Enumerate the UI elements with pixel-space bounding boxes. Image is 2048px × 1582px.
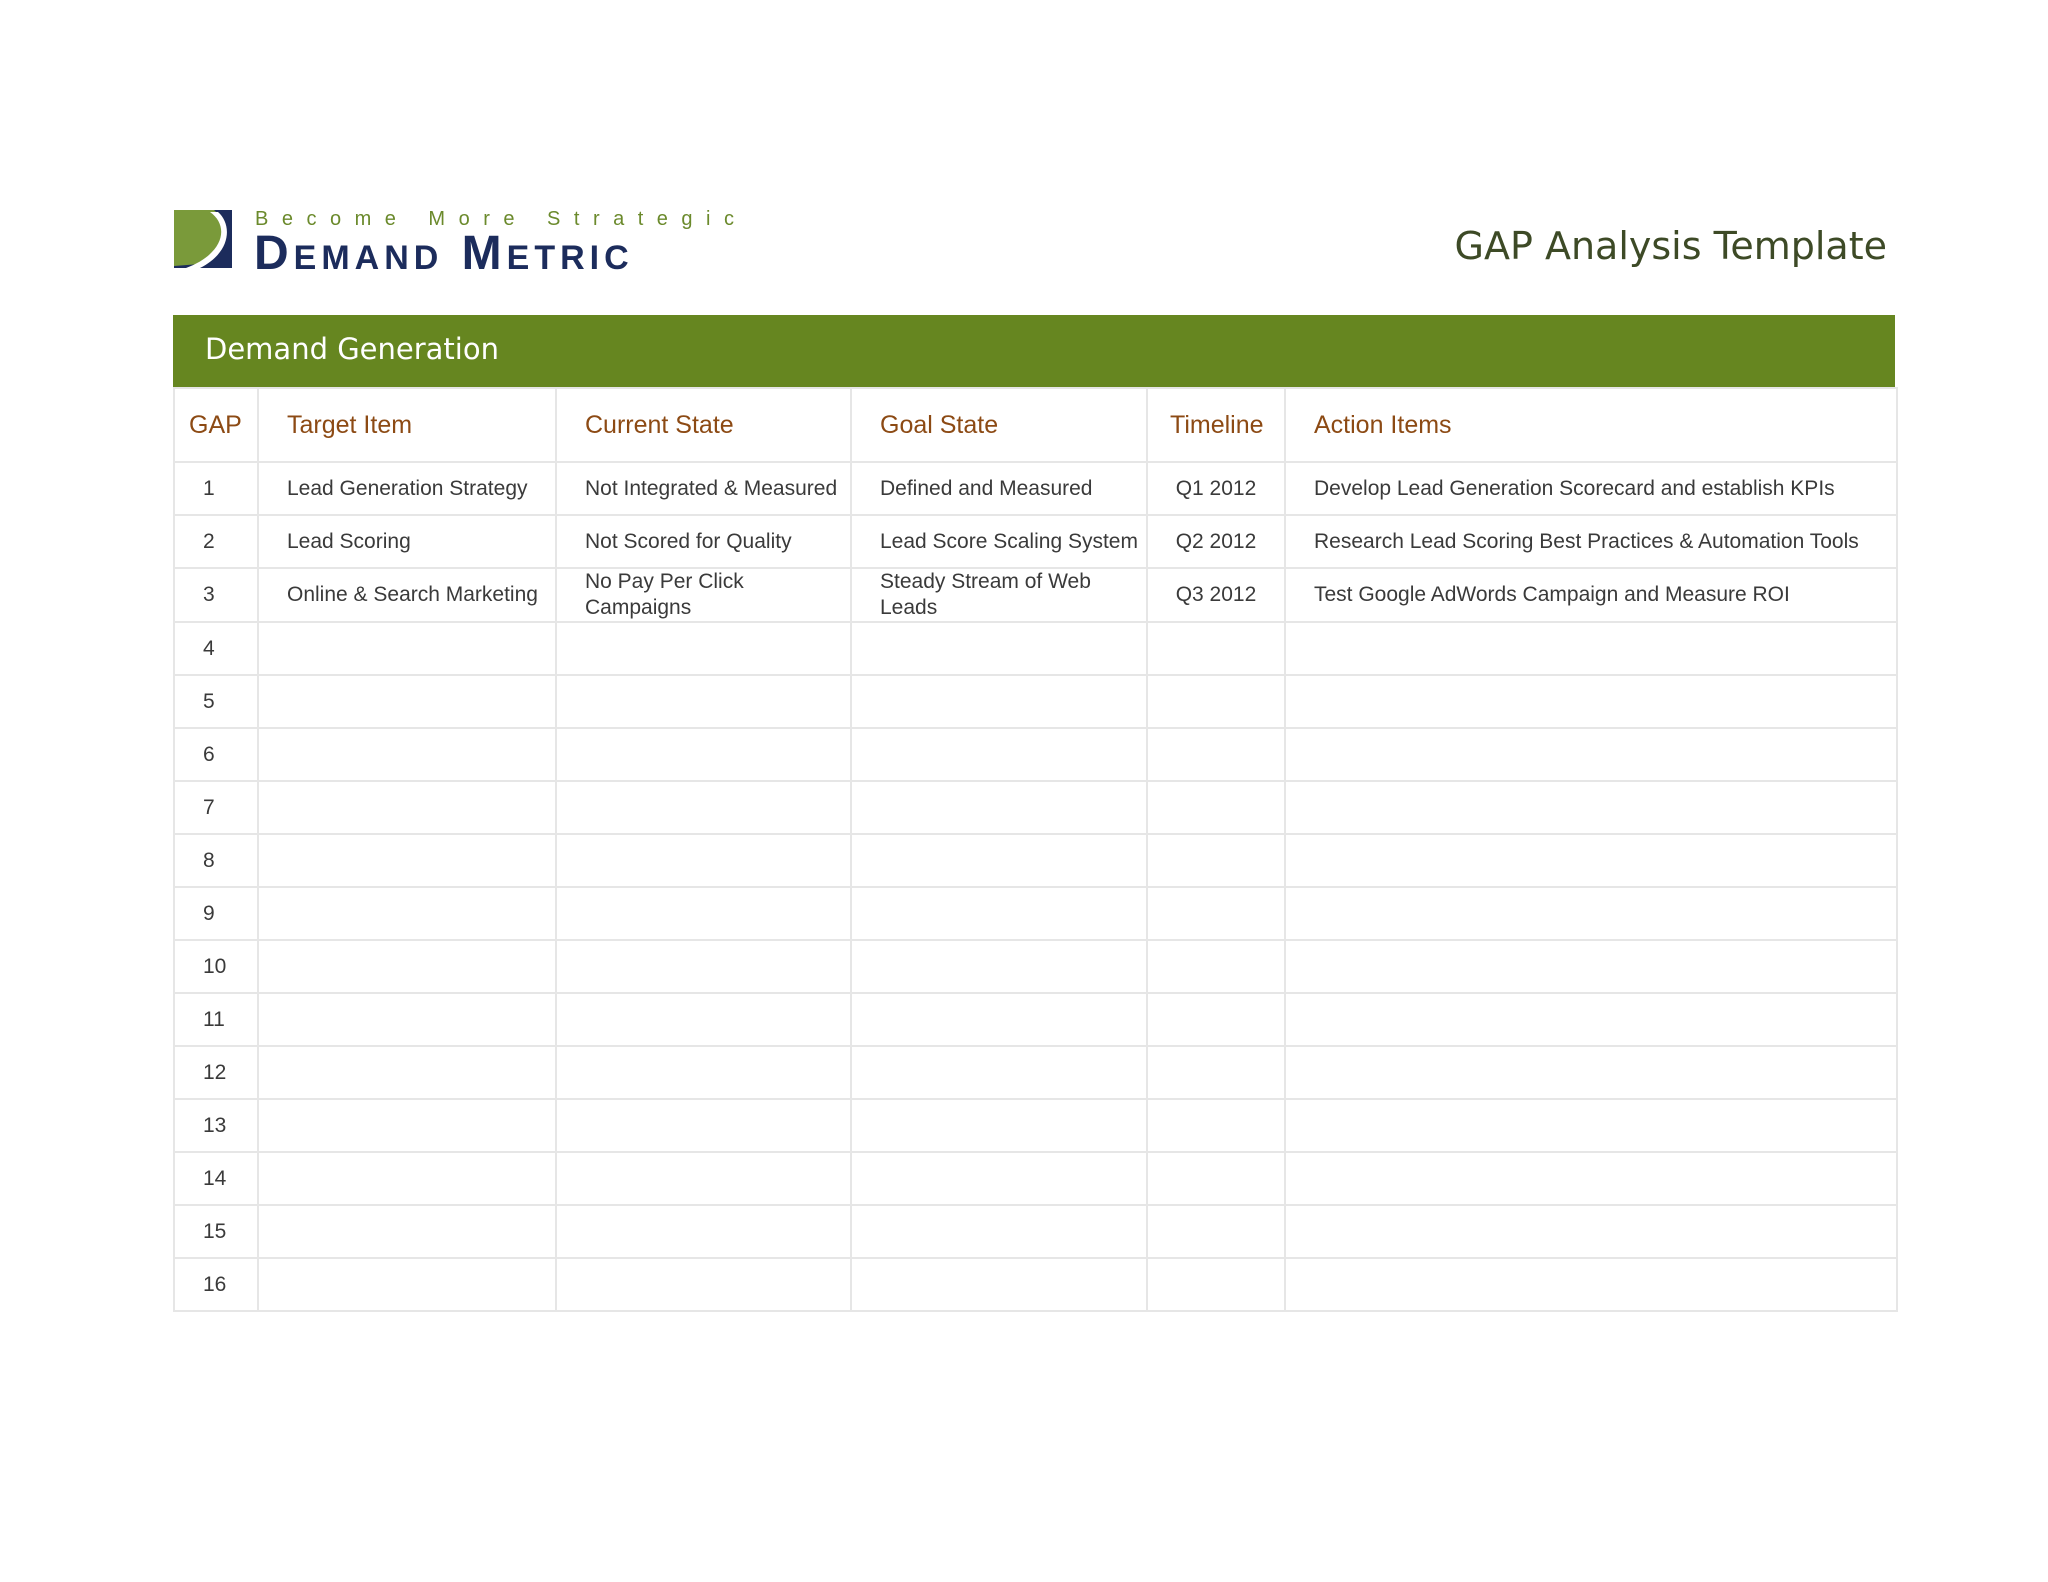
timeline-cell[interactable]: Q2 2012 <box>1147 515 1285 568</box>
timeline-cell[interactable] <box>1147 834 1285 887</box>
timeline-cell[interactable]: Q3 2012 <box>1147 568 1285 622</box>
current-state-cell[interactable]: Not Scored for Quality <box>556 515 851 568</box>
goal-state-cell[interactable] <box>851 1205 1147 1258</box>
action-items-cell[interactable] <box>1285 781 1897 834</box>
current-state-cell[interactable] <box>556 1258 851 1311</box>
column-header-goal-state: Goal State <box>851 388 1147 462</box>
target-item-cell[interactable]: Lead Scoring <box>258 515 556 568</box>
target-item-cell[interactable] <box>258 1258 556 1311</box>
goal-state-cell[interactable] <box>851 1099 1147 1152</box>
current-state-cell[interactable] <box>556 993 851 1046</box>
gap-number-cell[interactable]: 16 <box>174 1258 258 1311</box>
goal-state-cell[interactable]: Defined and Measured <box>851 462 1147 515</box>
action-items-cell[interactable] <box>1285 993 1897 1046</box>
gap-number-cell[interactable]: 5 <box>174 675 258 728</box>
target-item-cell[interactable] <box>258 834 556 887</box>
section-title: Demand Generation <box>205 332 499 366</box>
gap-number-cell[interactable]: 4 <box>174 622 258 675</box>
action-items-cell[interactable] <box>1285 1046 1897 1099</box>
logo-mark-icon <box>170 208 236 270</box>
table-row <box>174 1152 1897 1205</box>
goal-state-cell[interactable] <box>851 1046 1147 1099</box>
gap-number-cell[interactable]: 13 <box>174 1099 258 1152</box>
column-header-timeline: Timeline <box>1147 388 1285 462</box>
gap-number-cell[interactable]: 9 <box>174 887 258 940</box>
gap-number-cell[interactable]: 6 <box>174 728 258 781</box>
timeline-cell[interactable] <box>1147 622 1285 675</box>
timeline-cell[interactable] <box>1147 1258 1285 1311</box>
current-state-cell[interactable] <box>556 675 851 728</box>
table-row <box>174 728 1897 781</box>
goal-state-cell[interactable] <box>851 993 1147 1046</box>
gap-number-cell[interactable]: 3 <box>174 568 258 622</box>
target-item-cell[interactable] <box>258 887 556 940</box>
gap-number-cell[interactable]: 7 <box>174 781 258 834</box>
current-state-cell[interactable] <box>556 781 851 834</box>
table-row <box>174 887 1897 940</box>
column-header-target-item: Target Item <box>258 388 556 462</box>
table-row <box>174 1099 1897 1152</box>
document-title: GAP Analysis Template <box>1454 224 1887 268</box>
current-state-cell[interactable] <box>556 940 851 993</box>
goal-state-cell[interactable] <box>851 728 1147 781</box>
logo-wordmark: Demand Metric <box>254 227 634 280</box>
current-state-cell[interactable] <box>556 887 851 940</box>
action-items-cell[interactable] <box>1285 1258 1897 1311</box>
gap-number-cell[interactable]: 8 <box>174 834 258 887</box>
goal-state-cell[interactable]: Steady Stream of Web Leads <box>851 568 1147 622</box>
action-items-cell[interactable]: Test Google AdWords Campaign and Measure ROI <box>1285 568 1897 622</box>
action-items-cell[interactable] <box>1285 675 1897 728</box>
goal-state-cell[interactable] <box>851 834 1147 887</box>
target-item-cell[interactable] <box>258 940 556 993</box>
action-items-cell[interactable] <box>1285 728 1897 781</box>
section-header-bar <box>173 315 1895 387</box>
timeline-cell[interactable] <box>1147 728 1285 781</box>
gap-number-cell[interactable]: 1 <box>174 462 258 515</box>
target-item-cell[interactable] <box>258 1205 556 1258</box>
logo-tagline: Become More Strategic <box>255 208 748 230</box>
goal-state-cell[interactable] <box>851 940 1147 993</box>
action-items-cell[interactable] <box>1285 834 1897 887</box>
table-row <box>174 515 1897 568</box>
current-state-cell[interactable] <box>556 834 851 887</box>
timeline-cell[interactable] <box>1147 1152 1285 1205</box>
goal-state-cell[interactable] <box>851 887 1147 940</box>
table-row <box>174 993 1897 1046</box>
action-items-cell[interactable] <box>1285 622 1897 675</box>
timeline-cell[interactable] <box>1147 1046 1285 1099</box>
target-item-cell[interactable] <box>258 1099 556 1152</box>
target-item-cell[interactable] <box>258 993 556 1046</box>
goal-state-cell[interactable] <box>851 622 1147 675</box>
target-item-cell[interactable] <box>258 1152 556 1205</box>
column-header-gap: GAP <box>174 388 258 462</box>
current-state-cell[interactable]: Not Integrated & Measured <box>556 462 851 515</box>
table-row <box>174 781 1897 834</box>
gap-number-cell[interactable]: 15 <box>174 1205 258 1258</box>
current-state-cell[interactable] <box>556 1205 851 1258</box>
column-header-current-state: Current State <box>556 388 851 462</box>
goal-state-cell[interactable] <box>851 1152 1147 1205</box>
gap-number-cell[interactable]: 12 <box>174 1046 258 1099</box>
target-item-cell[interactable]: Lead Generation Strategy <box>258 462 556 515</box>
target-item-cell[interactable] <box>258 728 556 781</box>
table-row <box>174 1205 1897 1258</box>
current-state-cell[interactable] <box>556 622 851 675</box>
table-row <box>174 675 1897 728</box>
goal-state-cell[interactable] <box>851 1258 1147 1311</box>
timeline-cell[interactable] <box>1147 781 1285 834</box>
table-row <box>174 834 1897 887</box>
target-item-cell[interactable] <box>258 1046 556 1099</box>
action-items-cell[interactable] <box>1285 1152 1897 1205</box>
goal-state-cell[interactable] <box>851 675 1147 728</box>
gap-analysis-table <box>173 387 1898 1312</box>
timeline-cell[interactable] <box>1147 1205 1285 1258</box>
current-state-cell[interactable] <box>556 728 851 781</box>
current-state-cell[interactable]: No Pay Per Click Campaigns <box>556 568 851 622</box>
table-header-row <box>174 388 1897 462</box>
table-row <box>174 1258 1897 1311</box>
action-items-cell[interactable] <box>1285 887 1897 940</box>
timeline-cell[interactable] <box>1147 1099 1285 1152</box>
action-items-cell[interactable] <box>1285 1099 1897 1152</box>
target-item-cell[interactable]: Online & Search Marketing <box>258 568 556 622</box>
timeline-cell[interactable] <box>1147 675 1285 728</box>
goal-state-cell[interactable] <box>851 781 1147 834</box>
table-row <box>174 940 1897 993</box>
gap-number-cell[interactable]: 2 <box>174 515 258 568</box>
target-item-cell[interactable] <box>258 675 556 728</box>
timeline-cell[interactable] <box>1147 993 1285 1046</box>
target-item-cell[interactable] <box>258 622 556 675</box>
timeline-cell[interactable]: Q1 2012 <box>1147 462 1285 515</box>
current-state-cell[interactable] <box>556 1099 851 1152</box>
demand-metric-logo <box>170 206 770 280</box>
goal-state-cell[interactable]: Lead Score Scaling System <box>851 515 1147 568</box>
table-row <box>174 622 1897 675</box>
table-row <box>174 462 1897 515</box>
target-item-cell[interactable] <box>258 781 556 834</box>
table-row <box>174 1046 1897 1099</box>
table-row <box>174 568 1897 622</box>
current-state-cell[interactable] <box>556 1152 851 1205</box>
timeline-cell[interactable] <box>1147 887 1285 940</box>
action-items-cell[interactable]: Develop Lead Generation Scorecard and establish KPIs <box>1285 462 1897 515</box>
gap-number-cell[interactable]: 10 <box>174 940 258 993</box>
action-items-cell[interactable]: Research Lead Scoring Best Practices & Automation Tools <box>1285 515 1897 568</box>
action-items-cell[interactable] <box>1285 940 1897 993</box>
column-header-action-items: Action Items <box>1285 388 1897 462</box>
current-state-cell[interactable] <box>556 1046 851 1099</box>
gap-number-cell[interactable]: 11 <box>174 993 258 1046</box>
timeline-cell[interactable] <box>1147 940 1285 993</box>
action-items-cell[interactable] <box>1285 1205 1897 1258</box>
gap-number-cell[interactable]: 14 <box>174 1152 258 1205</box>
